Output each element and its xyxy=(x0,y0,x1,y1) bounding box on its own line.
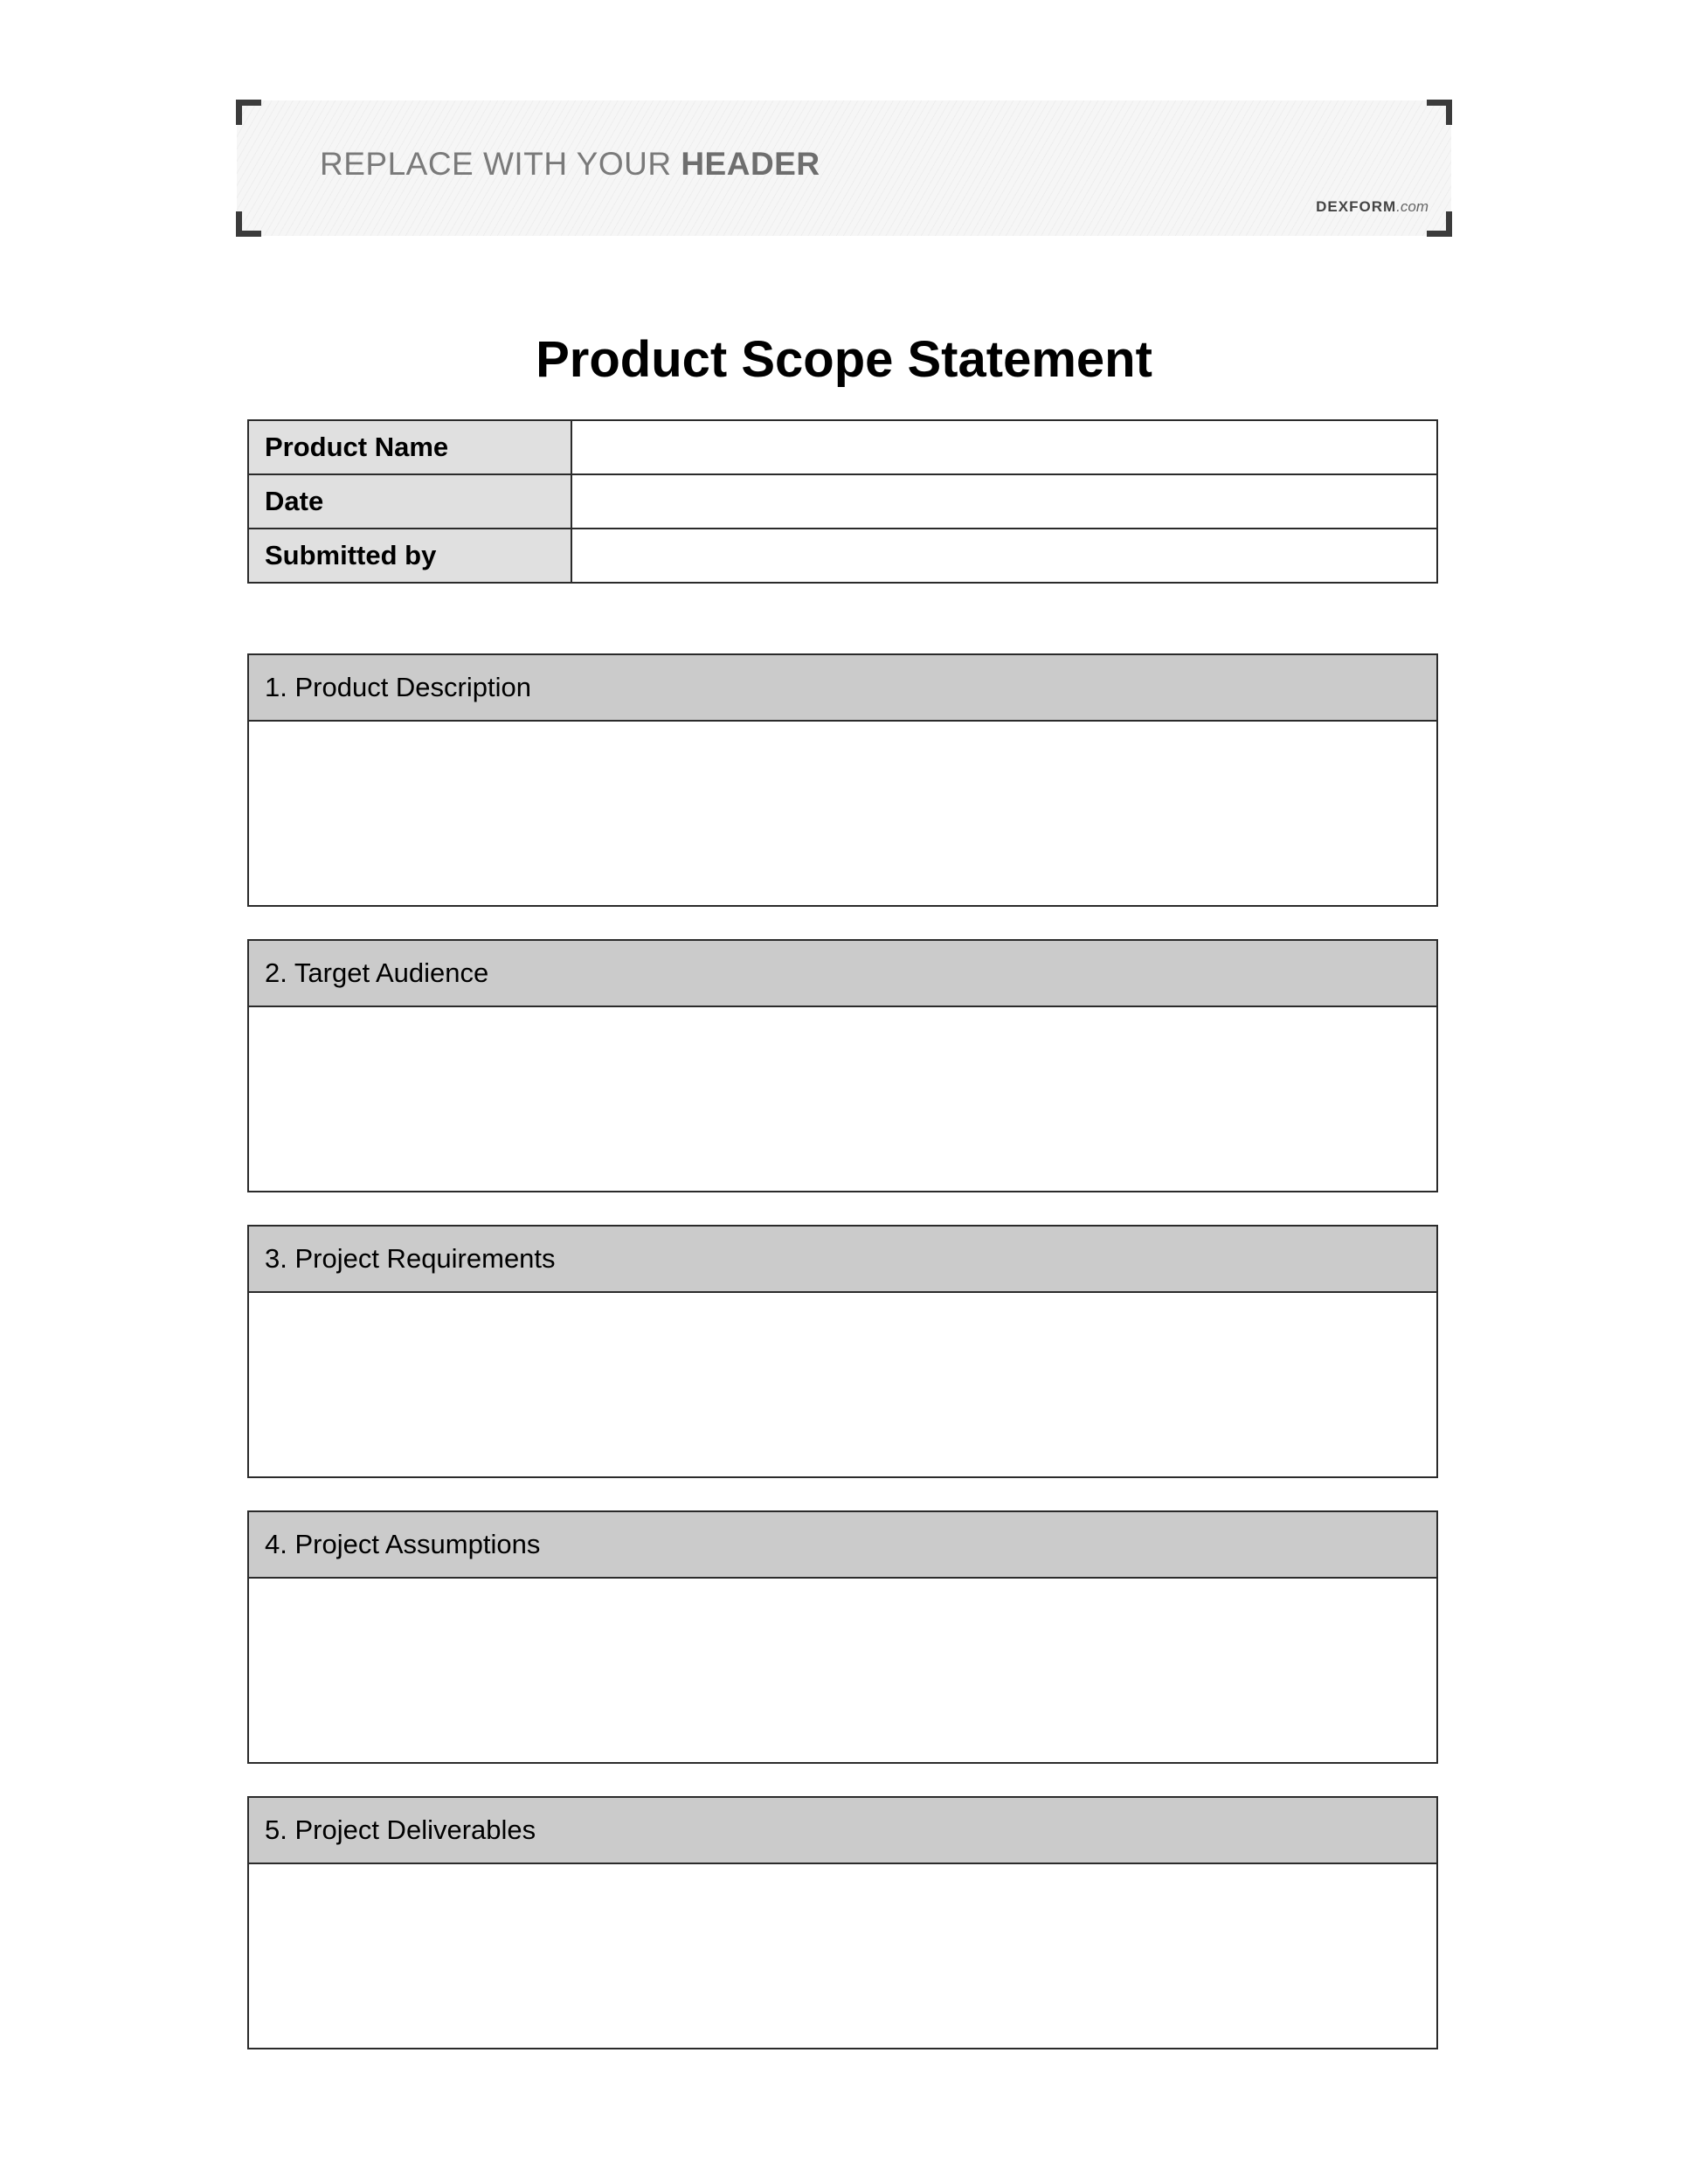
banner-header-light: REPLACE WITH YOUR xyxy=(320,146,681,182)
brand-logo xyxy=(1316,198,1429,216)
section-project-requirements xyxy=(247,1225,1438,1478)
product-name-field[interactable] xyxy=(571,420,1437,474)
product-name-label: Product Name xyxy=(248,420,571,474)
info-row-date xyxy=(248,474,1437,529)
brand-domain: .com xyxy=(1396,198,1429,215)
corner-mark-top-right xyxy=(1427,100,1452,125)
target-audience-field[interactable] xyxy=(249,1007,1436,1191)
info-row-submitted-by xyxy=(248,529,1437,583)
section-project-deliverables xyxy=(247,1796,1438,2049)
submitted-by-label: Submitted by xyxy=(248,529,571,583)
header-banner xyxy=(237,100,1451,236)
banner-header-text xyxy=(320,146,820,183)
section-heading: 2. Target Audience xyxy=(249,941,1436,1007)
project-requirements-field[interactable] xyxy=(249,1293,1436,1476)
corner-mark-top-left xyxy=(236,100,261,125)
section-heading: 5. Project Deliverables xyxy=(249,1798,1436,1864)
date-label: Date xyxy=(248,474,571,529)
project-deliverables-field[interactable] xyxy=(249,1864,1436,2048)
corner-mark-bottom-left xyxy=(236,211,261,237)
section-product-description xyxy=(247,653,1438,907)
section-heading: 4. Project Assumptions xyxy=(249,1512,1436,1579)
section-project-assumptions xyxy=(247,1510,1438,1764)
submitted-by-field[interactable] xyxy=(571,529,1437,583)
section-target-audience xyxy=(247,939,1438,1192)
brand-name: DEXFORM xyxy=(1316,198,1397,215)
project-assumptions-field[interactable] xyxy=(249,1579,1436,1762)
section-heading: 1. Product Description xyxy=(249,655,1436,722)
product-description-field[interactable] xyxy=(249,722,1436,905)
page-title: Product Scope Statement xyxy=(536,331,1152,388)
banner-header-bold: HEADER xyxy=(681,146,820,182)
corner-mark-bottom-right xyxy=(1427,211,1452,237)
date-field[interactable] xyxy=(571,474,1437,529)
info-table xyxy=(247,419,1438,584)
section-heading: 3. Project Requirements xyxy=(249,1227,1436,1293)
info-row-product-name xyxy=(248,420,1437,474)
